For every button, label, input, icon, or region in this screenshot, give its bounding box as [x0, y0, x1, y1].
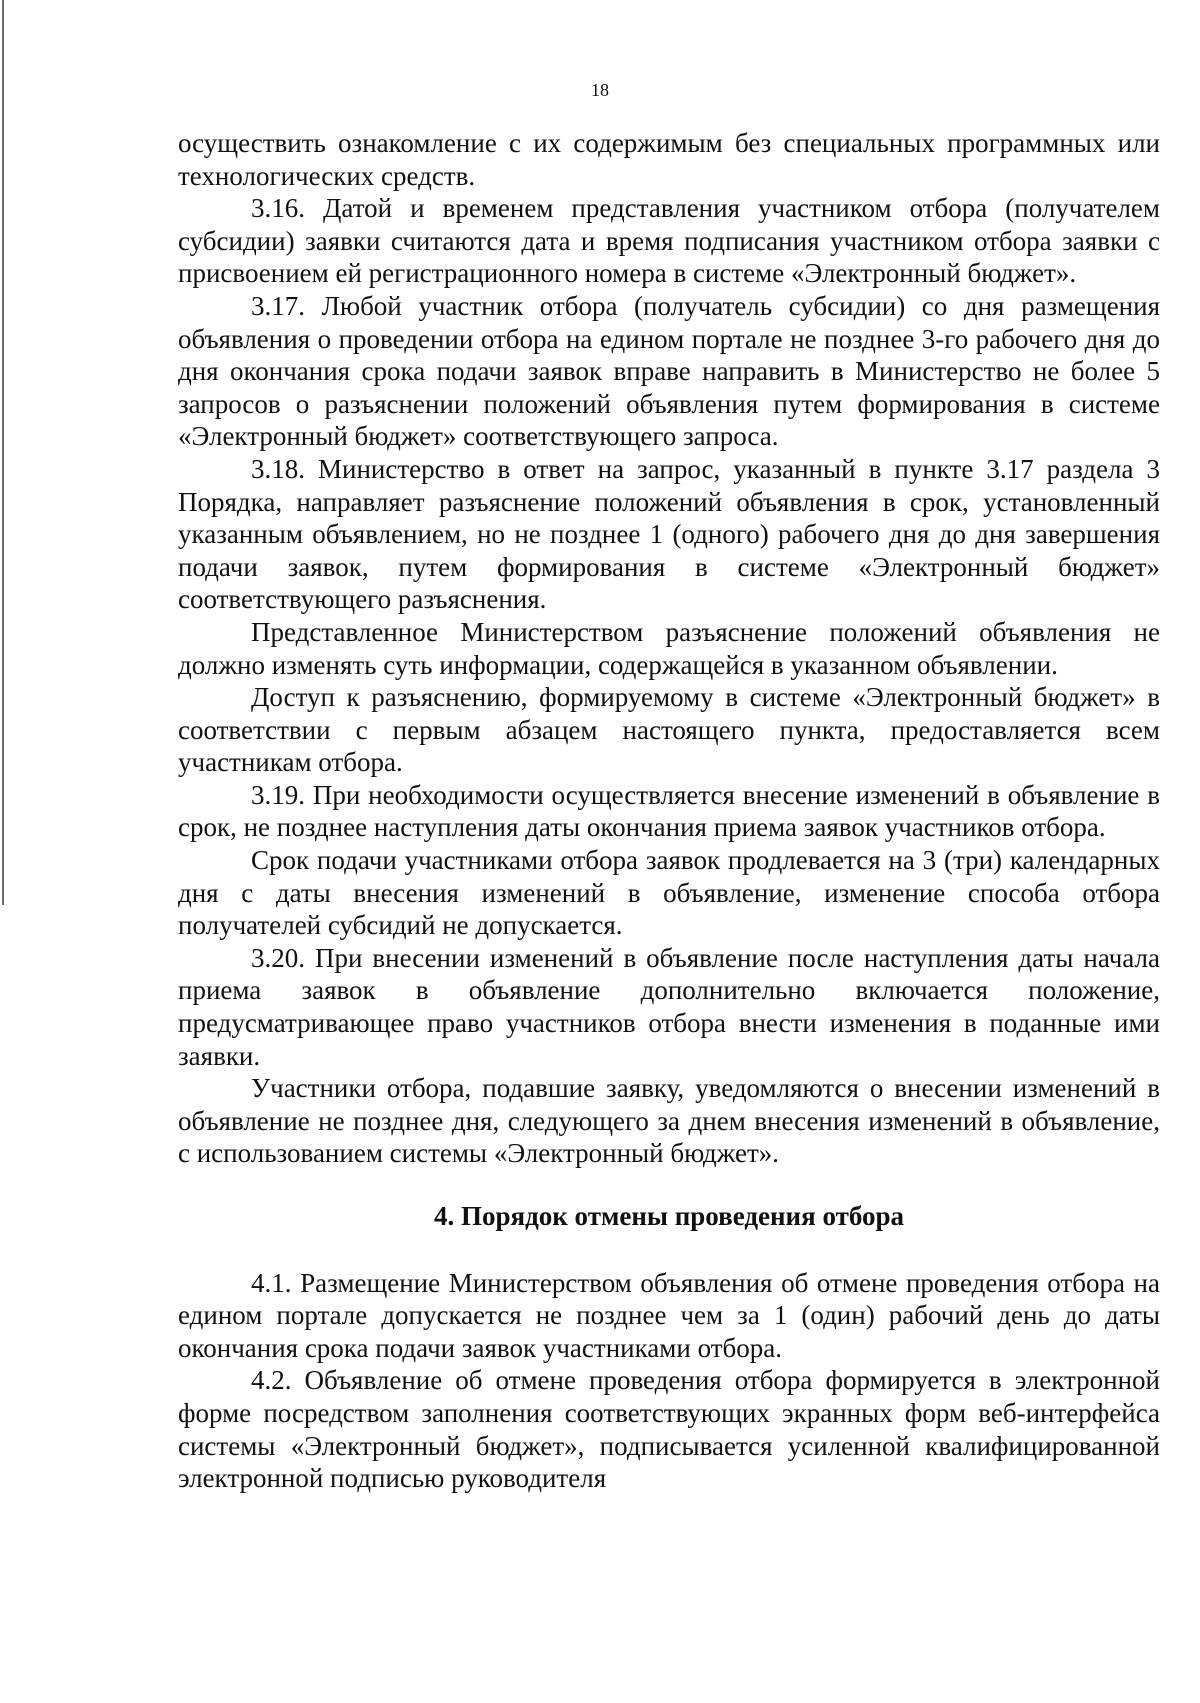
paragraph-3-17: 3.17. Любой участник отбора (получатель субсидии) со дня размещения объявления о проведении отбора на едином портале не позднее 3-го рабочего дня до дня окончания срока подачи заявок вправе направить в Министерство не более 5 запросов о разъяснении положений объявления путем формирования в системе «Электронный бюджет» соответствующего запроса. [178, 290, 1160, 452]
paragraph-3-18: 3.18. Министерство в ответ на запрос, указанный в пункте 3.17 раздела 3 Порядка, направляет разъяснение положений объявления в срок, установленный указанным объявлением, но не позднее 1 (одного) рабочего дня до дня завершения подачи заявок, путем формирования в системе «Электронный бюджет» соответствующего разъяснения. [178, 453, 1160, 615]
section-heading: 4. Порядок отмены проведения отбора [433, 1201, 905, 1231]
paragraph-3-19: 3.19. При необходимости осуществляется внесение изменений в объявление в срок, не позднее наступления даты окончания приема заявок участников отбора. [178, 779, 1160, 843]
paragraph-4-2: 4.2. Объявление об отмене проведения отбора формируется в электронной форме посредством заполнения соответствующих экранных форм веб-интерфейса системы «Электронный бюджет», подписывается усиленной квалифицированной электронной подписью руководителя [178, 1365, 1160, 1494]
paragraph: Срок подачи участниками отбора заявок продлевается на 3 (три) календарных дня с даты внесения изменений в объявление, изменение способа отбора получателей субсидий не допускается. [178, 845, 1160, 941]
page-number: 18 [591, 80, 609, 100]
paragraph: Доступ к разъяснению, формируемому в системе «Электронный бюджет» в соответствии с первым абзацем настоящего пункта, предоставляется всем участникам отбора. [178, 682, 1160, 778]
paragraph: Участники отбора, подавшие заявку, уведомляются о внесении изменений в объявление не позднее дня, следующего за днем внесения изменений в объявление, с использованием системы «Электронный бюджет». [178, 1073, 1160, 1169]
paragraph: Представленное Министерством разъяснение положений объявления не должно изменять суть информации, содержащейся в указанном объявлении. [178, 616, 1160, 680]
scan-edge-line [2, 0, 4, 905]
paragraph: осуществить ознакомление с их содержимым без специальных программных или технологических средств. [178, 128, 1160, 191]
paragraph-4-1: 4.1. Размещение Министерством объявления об отмене проведения отбора на едином портале допускается не позднее чем за 1 (один) рабочий день до даты окончания срока подачи заявок участниками отбора. [178, 1267, 1160, 1363]
document-body [178, 127, 1160, 1495]
paragraph-3-20: 3.20. При внесении изменений в объявление после наступления даты начала приема заявок в объявление дополнительно включается положение, предусматривающее право участников отбора внести изменения в поданные ими заявки. [178, 942, 1160, 1071]
paragraph-3-16: 3.16. Датой и временем представления участником отбора (получателем субсидии) заявки считаются дата и время подписания участником отбора заявки с присвоением ей регистрационного номера в системе «Электронный бюджет». [178, 193, 1160, 289]
